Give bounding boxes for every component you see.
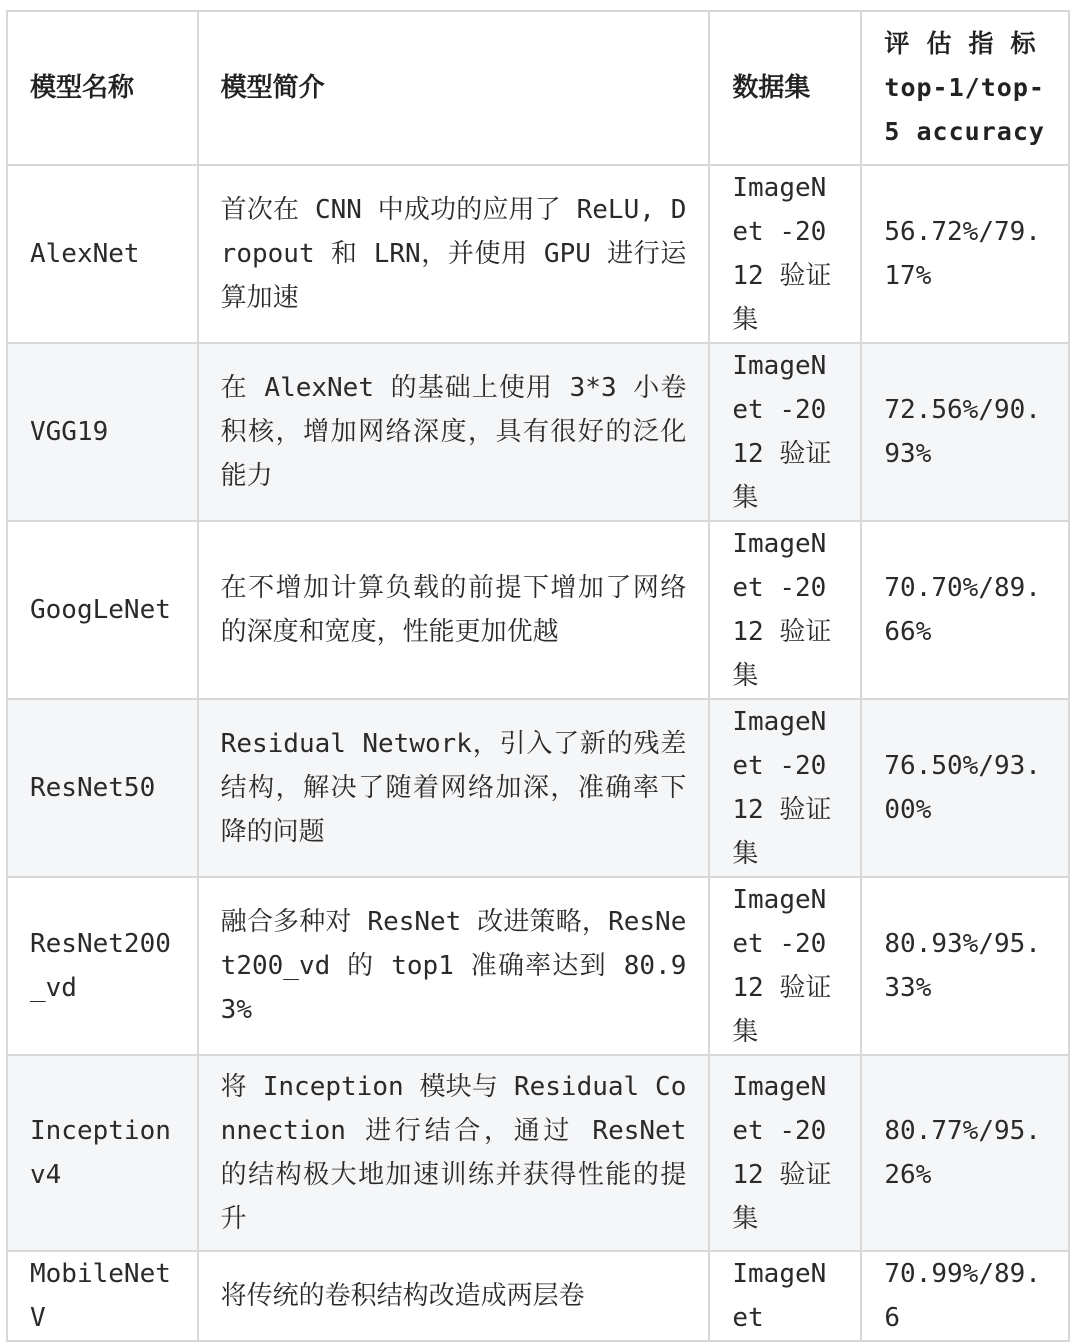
model-intro-cell: 融合多种对 ResNet 改进策略，ResNet200_vd 的 top1 准确率达到 80.93% bbox=[198, 877, 710, 1055]
accuracy-cell: 72.56%/90.93% bbox=[861, 343, 1069, 521]
header-metric: 评 估 指 标 top-1/top-5 accuracy bbox=[861, 11, 1069, 165]
table-row bbox=[7, 521, 1069, 699]
table-header-row bbox=[7, 11, 1069, 165]
accuracy-cell: 70.99%/89.6 bbox=[861, 1251, 1069, 1341]
table-row bbox=[7, 1055, 1069, 1251]
dataset-cell: ImageNet -2012 验证集 bbox=[709, 877, 861, 1055]
accuracy-cell: 80.77%/95.26% bbox=[861, 1055, 1069, 1251]
table-row bbox=[7, 877, 1069, 1055]
table-row bbox=[7, 165, 1069, 343]
dataset-cell: ImageNet -2012 验证集 bbox=[709, 343, 861, 521]
model-name-cell: AlexNet bbox=[7, 165, 198, 343]
table-row bbox=[7, 343, 1069, 521]
model-intro-cell: 将传统的卷积结构改造成两层卷 bbox=[198, 1251, 710, 1341]
accuracy-cell: 70.70%/89.66% bbox=[861, 521, 1069, 699]
model-intro-cell: 在 AlexNet 的基础上使用 3*3 小卷积核，增加网络深度，具有很好的泛化能力 bbox=[198, 343, 710, 521]
dataset-cell: ImageNet -2012 验证集 bbox=[709, 165, 861, 343]
header-model-intro: 模型简介 bbox=[198, 11, 710, 165]
model-intro-cell: Residual Network，引入了新的残差结构，解决了随着网络加深，准确率下降的问题 bbox=[198, 699, 710, 877]
accuracy-cell: 56.72%/79.17% bbox=[861, 165, 1069, 343]
model-name-cell: GoogLeNet bbox=[7, 521, 198, 699]
header-dataset: 数据集 bbox=[709, 11, 861, 165]
model-name-cell: ResNet50 bbox=[7, 699, 198, 877]
model-name-cell: Inceptionv4 bbox=[7, 1055, 198, 1251]
table-row bbox=[7, 699, 1069, 877]
dataset-cell: ImageNet bbox=[709, 1251, 861, 1341]
accuracy-cell: 80.93%/95.33% bbox=[861, 877, 1069, 1055]
model-name-cell: VGG19 bbox=[7, 343, 198, 521]
model-intro-cell: 在不增加计算负载的前提下增加了网络的深度和宽度，性能更加优越 bbox=[198, 521, 710, 699]
table-row bbox=[7, 1251, 1069, 1341]
model-intro-cell: 首次在 CNN 中成功的应用了 ReLU, Dropout 和 LRN，并使用 GPU 进行运算加速 bbox=[198, 165, 710, 343]
model-name-cell: MobileNetV bbox=[7, 1251, 198, 1341]
dataset-cell: ImageNet -2012 验证集 bbox=[709, 1055, 861, 1251]
dataset-cell: ImageNet -2012 验证集 bbox=[709, 699, 861, 877]
model-name-cell: ResNet200_vd bbox=[7, 877, 198, 1055]
header-model-name: 模型名称 bbox=[7, 11, 198, 165]
dataset-cell: ImageNet -2012 验证集 bbox=[709, 521, 861, 699]
model-comparison-table bbox=[6, 10, 1070, 1342]
accuracy-cell: 76.50%/93.00% bbox=[861, 699, 1069, 877]
model-intro-cell: 将 Inception 模块与 Residual Connection 进行结合，通过 ResNet 的结构极大地加速训练并获得性能的提升 bbox=[198, 1055, 710, 1251]
